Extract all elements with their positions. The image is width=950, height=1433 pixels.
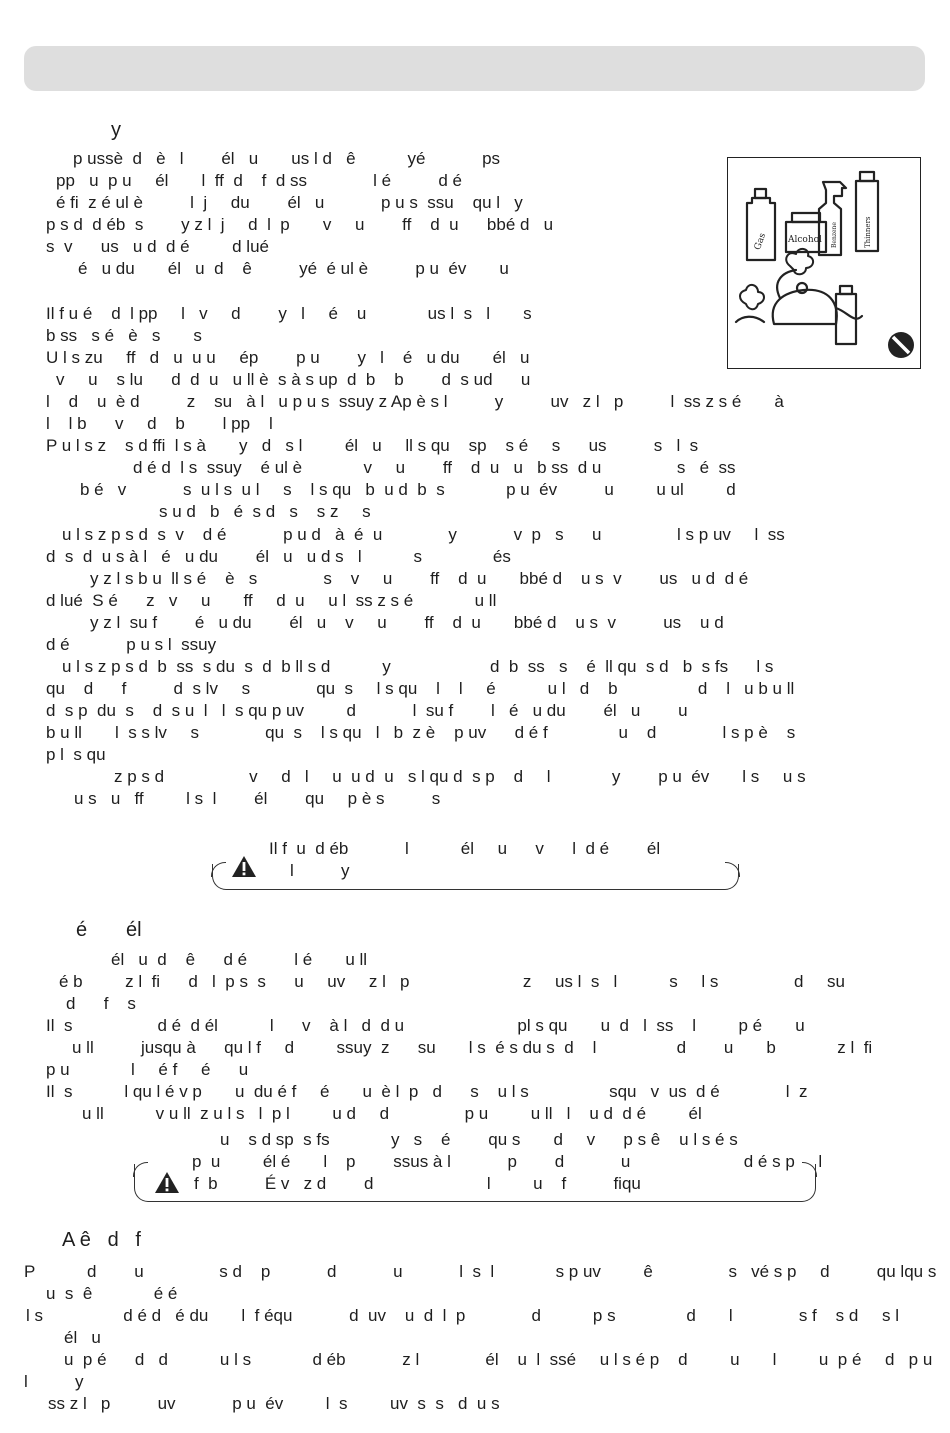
body-line: P u l s z s d ffi l s à y d s l él u ll s qu sp s é s us s l s bbox=[46, 436, 699, 455]
body-line: é b z l fi d l p s s u uv z l p z us l s l s l s d su bbox=[59, 972, 845, 991]
body-line: p s d d éb s y z l j d l p v u ff d u bbé d u bbox=[46, 215, 554, 234]
body-line: v u s lu d d u u ll è s à s up d b b d s ud u bbox=[56, 370, 531, 389]
body-line: y z l su f é u du él u v u ff d u bbé d u s v us u d bbox=[90, 613, 724, 632]
body-line: é fi z é ul è l j du él u p u s ssu qu l y bbox=[56, 193, 523, 212]
section-heading: é él bbox=[76, 919, 142, 941]
body-line: d lué S é z v u ff d u u l ss z s é u ll bbox=[46, 591, 497, 610]
body-line: él u d ê d é l é u ll bbox=[111, 950, 368, 969]
caution-text: p u él é l p ssus à l p d u d é s p l bbox=[192, 1152, 823, 1171]
gas-label: Gas bbox=[752, 231, 769, 252]
body-line: p ussè d è l él u us l d ê yé ps bbox=[73, 149, 501, 168]
body-line: Il f u é d l pp l v d y l é u us l s l s bbox=[46, 304, 532, 323]
flammable-substances-illustration bbox=[727, 157, 921, 369]
body-line: l y bbox=[24, 1372, 84, 1391]
body-line: u l s z p s d s v d é p u d à é u y v p s u l s p uv l ss bbox=[62, 525, 785, 544]
body-line: d s p du s d s u l l s qu p uv d l su f l é u du él u u bbox=[46, 701, 688, 720]
body-line: u l s z p s d b ss s du s d b ll s d y d b ss s é ll qu s d b s fs l s bbox=[62, 657, 774, 676]
body-line: b u ll l s s lv s qu s l s qu l b z è p uv d é f u d l s p è s bbox=[46, 723, 796, 742]
body-line: U l s zu ff d u u u ép p u y l é u du él u bbox=[46, 348, 530, 367]
body-line: d é p u s l ssuy bbox=[46, 635, 217, 654]
body-line: u ll jusqu à qu l f d ssuy z su l s é s du s d l d u b z l fi bbox=[72, 1038, 873, 1057]
body-line: él u bbox=[64, 1328, 101, 1347]
warning-icon bbox=[154, 1171, 180, 1194]
body-line: b ss s é è s s bbox=[46, 326, 202, 345]
body-line: s u d b é s d s s z s bbox=[159, 502, 371, 521]
body-line: u p é d d u l s d éb z l él u l ssé u l s é p d u l u p é d p u bbox=[64, 1350, 933, 1369]
body-line: Il s l qu l é v p u du é f é u è l p d s u l s squ v us d é l z bbox=[46, 1082, 808, 1101]
body-line: pp u p u él l ff d f d ss l é d é bbox=[56, 171, 462, 190]
thinners-label: Thinners bbox=[864, 216, 872, 248]
body-line: s v us u d d é d lué bbox=[46, 237, 269, 256]
body-line: y z l s b u ll s é è s s v u ff d u bbé d u s v us u d d é bbox=[90, 569, 749, 588]
body-line: l s d é d é du l f équ d uv u d l p d p s d l s f s d s l bbox=[26, 1306, 899, 1325]
prohibited-icon bbox=[888, 332, 914, 358]
body-line: é u du él u d ê yé é ul è p u év u bbox=[78, 259, 509, 278]
body-line: p l s qu bbox=[46, 745, 106, 764]
body-line: u s ê é é bbox=[46, 1284, 178, 1303]
header-bar bbox=[24, 46, 925, 91]
caution-text: Il f u d éb l él u v l d é él bbox=[269, 839, 661, 858]
benzene-label: Benzene bbox=[831, 222, 838, 248]
chemical-containers-icon bbox=[728, 158, 920, 368]
body-line: Il s d é d él l v à l d d u pl s qu u d l ss l p é u bbox=[46, 1016, 805, 1035]
warning-icon bbox=[231, 855, 257, 878]
caution-text: u s d sp s fs y s é qu s d v p s ê u l s é s bbox=[220, 1130, 738, 1149]
section-heading: A ê d f bbox=[62, 1229, 141, 1251]
body-line: l l b v d b l pp l bbox=[46, 414, 273, 433]
body-line: qu d f d s lv s qu s l s qu l l é u l d b d l u b u ll bbox=[46, 679, 795, 698]
body-line: ss z l p uv p u év l s uv s s d u s bbox=[48, 1394, 500, 1413]
body-line: b é v s u l s u l s l s qu b u d b s p u év u u ul d bbox=[80, 480, 736, 499]
body-line: l d u è d z su à l u p u s ssuy z Ap è s l y uv z l p l ss z s é à bbox=[46, 392, 784, 411]
body-line: u ll v u ll z u l s l p l u d d p u u ll l u d d é él bbox=[82, 1104, 702, 1123]
body-line: d f s bbox=[66, 994, 136, 1013]
caution-text: f b É v z d d l u f fiqu bbox=[194, 1174, 641, 1193]
body-line: P d u s d p d u l s l s p uv ê s vé s p d qu lqu s bbox=[24, 1262, 937, 1281]
body-line: z p s d v d l u u d u s l qu d s p d l y p u év l s u s bbox=[114, 767, 806, 786]
caution-text: l y bbox=[290, 861, 350, 880]
body-line: u s u ff l s l él qu p è s s bbox=[74, 789, 441, 808]
body-line: d s d u s à l é u du él u u d s l s és bbox=[46, 547, 511, 566]
alcohol-label: Alcohol bbox=[788, 235, 822, 245]
body-line: p u l é f é u bbox=[46, 1060, 249, 1079]
section-heading: y bbox=[111, 119, 121, 141]
body-line: d é d l s ssuy é ul è v u ff d u u b ss d u s é ss bbox=[133, 458, 736, 477]
